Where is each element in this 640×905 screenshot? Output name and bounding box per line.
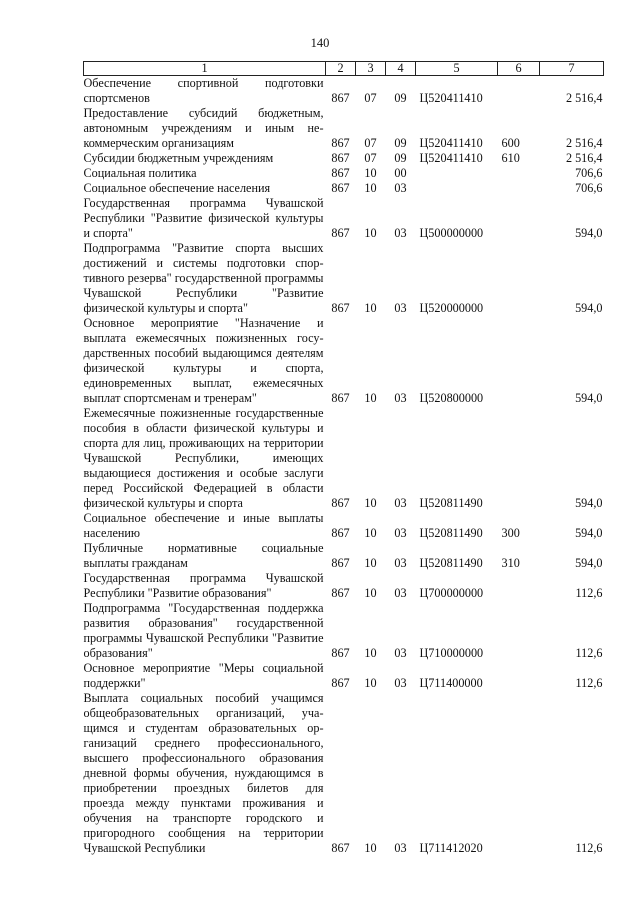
- row-gr: 867: [331, 91, 350, 105]
- row-vr: [498, 241, 540, 316]
- row-vr: [498, 571, 540, 601]
- row-rz: 10: [364, 226, 377, 240]
- row-sum: 112,6: [575, 586, 603, 600]
- row-csr: Ц520411410: [419, 91, 483, 105]
- row-pr: 03: [394, 556, 407, 570]
- row-rz: 10: [364, 391, 377, 405]
- row-gr: 867: [331, 676, 350, 690]
- row-sum: 594,0: [575, 526, 603, 540]
- row-gr: 867: [331, 391, 350, 405]
- row-csr: Ц710000000: [419, 646, 484, 660]
- row-vr: 310: [501, 556, 520, 570]
- table-row: [84, 541, 604, 571]
- row-sum: 2 516,4: [565, 91, 603, 105]
- row-pr: 03: [394, 496, 407, 510]
- row-pr: 09: [394, 91, 407, 105]
- row-vr: [498, 661, 540, 691]
- row-pr: 03: [394, 526, 407, 540]
- row-name: Подпрограмма "Государственная поддержка развития образования" государственной программы Чувашской Республики "Развитие образования": [83, 601, 324, 660]
- row-pr: 03: [394, 841, 407, 855]
- row-sum: 112,6: [575, 676, 603, 690]
- row-pr: 03: [394, 646, 407, 660]
- row-pr: 00: [394, 166, 407, 180]
- row-csr: [416, 181, 498, 196]
- row-gr: 867: [331, 166, 350, 180]
- table-row: [84, 196, 604, 241]
- row-rz: 10: [364, 841, 377, 855]
- row-rz: 10: [364, 586, 377, 600]
- header-row: [84, 62, 604, 76]
- row-rz: 10: [364, 646, 377, 660]
- row-sum: 112,6: [575, 646, 603, 660]
- page-number: 140: [310, 36, 330, 50]
- header-cell-7: 7: [540, 62, 604, 76]
- row-gr: 867: [331, 556, 350, 570]
- table-row: [84, 241, 604, 316]
- row-csr: Ц520000000: [419, 301, 484, 315]
- table-row: [84, 316, 604, 406]
- header-cell-2: 2: [326, 62, 356, 76]
- row-vr: 600: [501, 136, 520, 150]
- row-rz: 07: [364, 91, 377, 105]
- row-csr: Ц520811490: [419, 526, 483, 540]
- row-sum: 594,0: [575, 556, 603, 570]
- row-vr: 610: [501, 151, 520, 165]
- row-vr: [498, 691, 540, 856]
- row-gr: 867: [331, 181, 350, 195]
- row-pr: 09: [394, 151, 407, 165]
- row-rz: 10: [364, 166, 377, 180]
- row-name: Основное мероприятие "Назначение и выплата ежемесячных пожизненных государственных пособий выдающимся деятелям физической культуры и спорта, единовременных выплат, ежемесячных выплат спортсменам и тренерам": [83, 316, 324, 405]
- table-row: [84, 166, 604, 181]
- row-gr: 867: [331, 301, 350, 315]
- row-vr: [498, 181, 540, 196]
- header-cell-6: 6: [498, 62, 540, 76]
- header-cell-4: 4: [386, 62, 416, 76]
- row-pr: 03: [394, 181, 407, 195]
- row-csr: Ц520811490: [419, 496, 483, 510]
- row-vr: [498, 316, 540, 406]
- row-csr: Ц520411410: [419, 151, 483, 165]
- row-gr: 867: [331, 526, 350, 540]
- row-pr: 03: [394, 301, 407, 315]
- row-sum: 706,6: [575, 181, 603, 195]
- table-row: [84, 76, 604, 107]
- table-row: [84, 511, 604, 541]
- row-rz: 10: [364, 676, 377, 690]
- row-pr: 03: [394, 676, 407, 690]
- table-row: [84, 151, 604, 166]
- table-row: [84, 181, 604, 196]
- header-cell-5: 5: [416, 62, 498, 76]
- row-rz: 10: [364, 181, 377, 195]
- row-name: Публичные нормативные социальные выплаты гражданам: [83, 541, 324, 570]
- row-rz: 10: [364, 556, 377, 570]
- row-pr: 03: [394, 226, 407, 240]
- row-csr: [416, 166, 498, 181]
- row-csr: Ц520800000: [419, 391, 484, 405]
- row-csr: Ц711412020: [419, 841, 483, 855]
- row-vr: [498, 406, 540, 511]
- row-name: Государственная программа Чувашской Республики "Развитие физической культуры и спорта": [83, 196, 324, 240]
- table-body: [84, 76, 604, 857]
- row-sum: 2 516,4: [565, 136, 603, 150]
- row-sum: 594,0: [575, 496, 603, 510]
- header-cell-3: 3: [356, 62, 386, 76]
- row-vr: [498, 601, 540, 661]
- budget-table: [83, 61, 604, 856]
- row-csr: Ц520811490: [419, 556, 483, 570]
- row-name: Социальная политика: [83, 166, 197, 180]
- table-row: [84, 691, 604, 856]
- row-name: Ежемесячные пожизненные государственные пособия в области физической культуры и спорта для лиц, проживающих на территории Чувашской Республики, имеющих выдающиеся достижения и особые заслуги перед Российской Федерацией в области физической культуры и спорта: [83, 406, 324, 510]
- row-sum: 594,0: [575, 301, 603, 315]
- row-rz: 10: [364, 526, 377, 540]
- row-gr: 867: [331, 496, 350, 510]
- row-name: Субсидии бюджетным учреждениям: [83, 151, 274, 165]
- row-gr: 867: [331, 841, 350, 855]
- row-rz: 07: [364, 136, 377, 150]
- row-sum: 112,6: [575, 841, 603, 855]
- row-csr: Ц711400000: [419, 676, 483, 690]
- row-vr: [498, 196, 540, 241]
- row-rz: 10: [364, 301, 377, 315]
- row-rz: 10: [364, 496, 377, 510]
- row-name: Основное мероприятие "Меры социальной поддержки": [83, 661, 324, 690]
- row-name: Социальное обеспечение и иные выплаты населению: [83, 511, 324, 540]
- table-row: [84, 601, 604, 661]
- row-name: Обеспечение спортивной подготовки спортсменов: [83, 76, 324, 105]
- row-pr: 03: [394, 586, 407, 600]
- row-pr: 03: [394, 391, 407, 405]
- table-row: [84, 661, 604, 691]
- row-gr: 867: [331, 226, 350, 240]
- row-name: Выплата социальных пособий учащимся общеобразовательных организаций, учащимся и студентам образовательных организаций среднего профессионального, высшего профессионального образования дневной формы обучения, нуждающимся в приобретении проездных билетов для проезда между пунктами проживания и обучения на транспорте городского и пригородного сообщения на территории Чувашской Республики: [83, 691, 324, 855]
- row-name: Предоставление субсидий бюджетным, автономным учреждениям и иным некоммерческим организациям: [83, 106, 324, 150]
- row-gr: 867: [331, 136, 350, 150]
- row-pr: 09: [394, 136, 407, 150]
- row-sum: 706,6: [575, 166, 603, 180]
- row-vr: [498, 166, 540, 181]
- row-vr: [498, 76, 540, 107]
- row-gr: 867: [331, 586, 350, 600]
- row-csr: Ц520411410: [419, 136, 483, 150]
- header-cell-1: 1: [84, 62, 326, 76]
- row-name: Подпрограмма "Развитие спорта высших достижений и системы подготовки спортивного резерва" государственной программы Чувашской Республики "Развитие физической культуры и спорта": [83, 241, 324, 315]
- row-sum: 594,0: [575, 226, 603, 240]
- row-sum: 2 516,4: [565, 151, 603, 165]
- row-rz: 07: [364, 151, 377, 165]
- row-name: Государственная программа Чувашской Республики "Развитие образования": [83, 571, 324, 600]
- row-csr: Ц500000000: [419, 226, 484, 240]
- table-row: [84, 571, 604, 601]
- table-row: [84, 106, 604, 151]
- row-sum: 594,0: [575, 391, 603, 405]
- row-gr: 867: [331, 151, 350, 165]
- row-gr: 867: [331, 646, 350, 660]
- row-name: Социальное обеспечение населения: [83, 181, 271, 195]
- row-vr: 300: [501, 526, 520, 540]
- table-row: [84, 406, 604, 511]
- row-csr: Ц700000000: [419, 586, 484, 600]
- table-header: [84, 62, 604, 76]
